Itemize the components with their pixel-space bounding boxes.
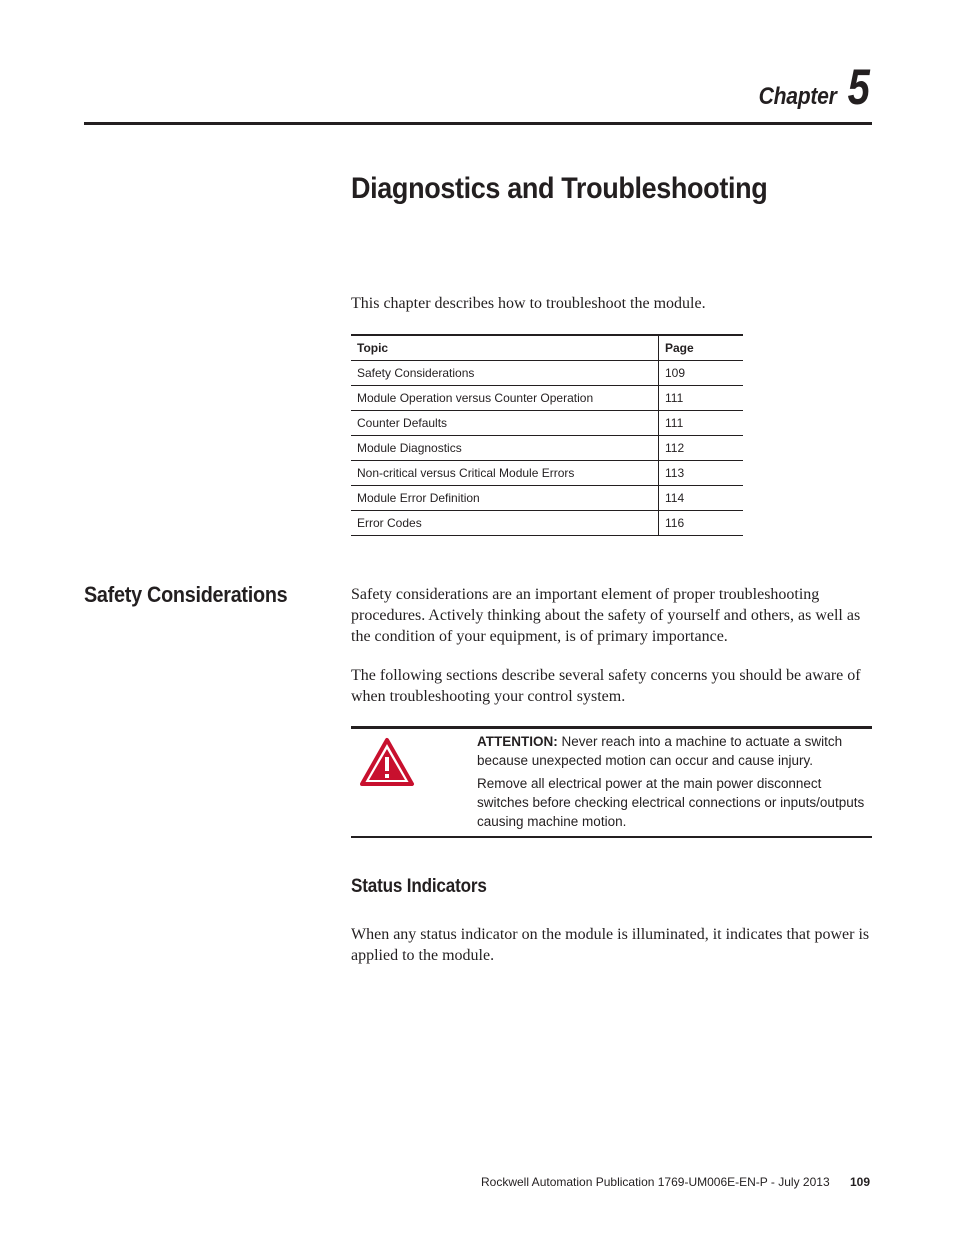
page-column-header: Page <box>659 335 744 361</box>
topic-cell: Counter Defaults <box>351 411 659 436</box>
table-row <box>351 486 743 511</box>
status-indicators-heading: Status Indicators <box>351 876 487 897</box>
table-row <box>351 436 743 461</box>
status-indicators-paragraph: When any status indicator on the module is illuminated, it indicates that power is applied to the module. <box>351 926 870 964</box>
topic-cell: Error Codes <box>351 511 659 536</box>
safety-paragraph-2: The following sections describe several safety concerns you should be aware of when troubleshooting your control system. <box>351 667 861 705</box>
warning-triangle-icon <box>359 737 415 787</box>
page-cell: 112 <box>659 436 744 461</box>
attention-box <box>351 726 872 838</box>
chapter-rule <box>84 122 872 125</box>
topic-column-header: Topic <box>351 335 659 361</box>
attention-text <box>477 732 867 835</box>
attention-label: ATTENTION: <box>477 734 558 749</box>
intro-text: This chapter describes how to troubleshoot the module. <box>351 295 706 312</box>
table-row <box>351 511 743 536</box>
table-row <box>351 411 743 436</box>
page-title: Diagnostics and Troubleshooting <box>351 172 768 205</box>
topic-cell: Safety Considerations <box>351 361 659 386</box>
page-cell: 114 <box>659 486 744 511</box>
table-row <box>351 386 743 411</box>
page-cell: 113 <box>659 461 744 486</box>
chapter-label: Chapter <box>758 83 837 110</box>
table-row <box>351 361 743 386</box>
page-cell: 109 <box>659 361 744 386</box>
page-cell: 116 <box>659 511 744 536</box>
topic-cell: Module Diagnostics <box>351 436 659 461</box>
attention-paragraph-2: Remove all electrical power at the main power disconnect switches before checking electrical connections or inputs/outputs causing machine motion. <box>477 776 865 829</box>
topic-cell: Module Operation versus Counter Operation <box>351 386 659 411</box>
page-cell: 111 <box>659 411 744 436</box>
table-header-row <box>351 335 743 361</box>
page-number: 109 <box>849 1175 870 1189</box>
topic-table <box>351 334 743 536</box>
chapter-number: 5 <box>847 59 870 115</box>
safety-paragraph-1: Safety considerations are an important element of proper troubleshooting procedures. Actively thinking about the safety of yourself and others, as well as the condition of your equipment, is of primary importance. <box>351 586 861 645</box>
topic-cell: Module Error Definition <box>351 486 659 511</box>
publication-info: Rockwell Automation Publication 1769-UM006E-EN-P - July 2013 <box>481 1175 830 1189</box>
topic-cell: Non-critical versus Critical Module Errors <box>351 461 659 486</box>
attention-text-1: Never reach into a machine to actuate a switch because unexpected motion can occur and cause injury. <box>477 734 843 768</box>
safety-heading: Safety Considerations <box>84 582 288 607</box>
page-cell: 111 <box>659 386 744 411</box>
table-row <box>351 461 743 486</box>
chapter-heading <box>748 59 870 115</box>
attention-paragraph-1 <box>477 732 867 770</box>
